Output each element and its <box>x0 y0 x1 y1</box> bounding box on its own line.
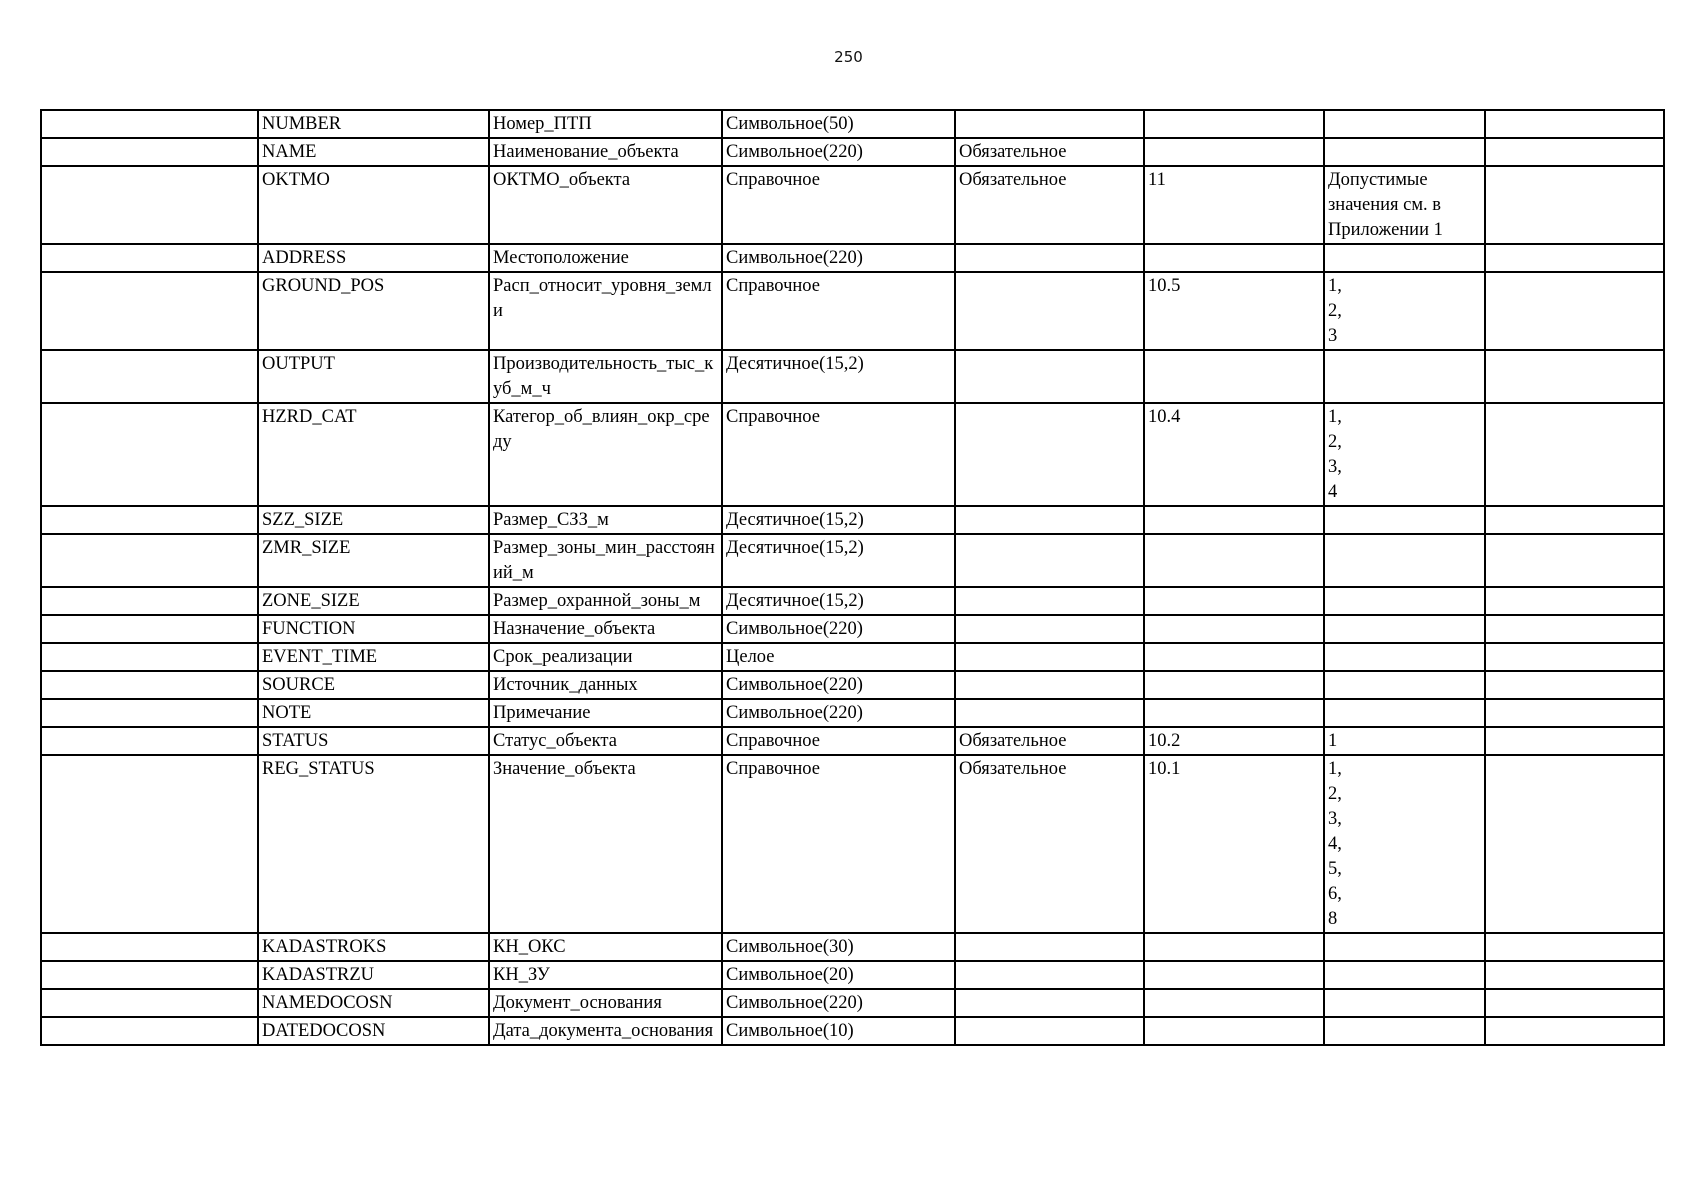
table-row <box>41 403 1664 506</box>
field-name-cell: Статус_объекта <box>489 727 722 755</box>
empty-cell <box>41 989 258 1017</box>
empty-cell <box>1485 110 1664 138</box>
allowed-values-cell: 1, 2, 3, 4 <box>1324 403 1485 506</box>
field-name-cell: Размер_охранной_зоны_м <box>489 587 722 615</box>
table-row <box>41 587 1664 615</box>
table-row <box>41 350 1664 403</box>
required-cell <box>955 534 1144 587</box>
reference-cell <box>1144 671 1324 699</box>
table-row <box>41 166 1664 244</box>
reference-cell: 11 <box>1144 166 1324 244</box>
field-name-cell: Категор_об_влиян_окр_среду <box>489 403 722 506</box>
table-row <box>41 1017 1664 1045</box>
field-name-cell: КН_ОКС <box>489 933 722 961</box>
reference-cell: 10.5 <box>1144 272 1324 350</box>
allowed-values-cell <box>1324 699 1485 727</box>
field-type-cell: Символьное(220) <box>722 615 955 643</box>
allowed-values-cell: 1, 2, 3, 4, 5, 6, 8 <box>1324 755 1485 933</box>
allowed-values-cell <box>1324 244 1485 272</box>
field-type-cell: Справочное <box>722 166 955 244</box>
empty-cell <box>41 506 258 534</box>
allowed-values-cell: 1, 2, 3 <box>1324 272 1485 350</box>
empty-cell <box>1485 534 1664 587</box>
field-code-cell: NOTE <box>258 699 489 727</box>
reference-cell <box>1144 643 1324 671</box>
empty-cell <box>41 933 258 961</box>
empty-cell <box>1485 933 1664 961</box>
empty-cell <box>1485 350 1664 403</box>
field-code-cell: OKTMO <box>258 166 489 244</box>
field-code-cell: DATEDOCOSN <box>258 1017 489 1045</box>
empty-cell <box>1485 1017 1664 1045</box>
allowed-values-cell <box>1324 350 1485 403</box>
field-name-cell: Срок_реализации <box>489 643 722 671</box>
field-code-cell: ZMR_SIZE <box>258 534 489 587</box>
allowed-values-cell <box>1324 506 1485 534</box>
required-cell <box>955 699 1144 727</box>
reference-cell: 10.2 <box>1144 727 1324 755</box>
empty-cell <box>1485 587 1664 615</box>
reference-cell <box>1144 587 1324 615</box>
field-code-cell: NUMBER <box>258 110 489 138</box>
required-cell <box>955 989 1144 1017</box>
empty-cell <box>1485 138 1664 166</box>
empty-cell <box>41 138 258 166</box>
empty-cell <box>41 727 258 755</box>
reference-cell <box>1144 110 1324 138</box>
allowed-values-cell <box>1324 615 1485 643</box>
empty-cell <box>41 350 258 403</box>
empty-cell <box>1485 403 1664 506</box>
empty-cell <box>41 110 258 138</box>
reference-cell <box>1144 350 1324 403</box>
table-row <box>41 989 1664 1017</box>
field-type-cell: Символьное(220) <box>722 989 955 1017</box>
field-name-cell: Номер_ПТП <box>489 110 722 138</box>
field-code-cell: ZONE_SIZE <box>258 587 489 615</box>
field-name-cell: Наименование_объекта <box>489 138 722 166</box>
table-row <box>41 506 1664 534</box>
table-row <box>41 643 1664 671</box>
table-row <box>41 244 1664 272</box>
allowed-values-cell <box>1324 643 1485 671</box>
required-cell <box>955 671 1144 699</box>
empty-cell <box>41 166 258 244</box>
field-name-cell: Примечание <box>489 699 722 727</box>
field-type-cell: Справочное <box>722 403 955 506</box>
page-number: 250 <box>834 48 863 66</box>
field-name-cell: Источник_данных <box>489 671 722 699</box>
required-cell: Обязательное <box>955 755 1144 933</box>
field-code-cell: REG_STATUS <box>258 755 489 933</box>
reference-cell <box>1144 933 1324 961</box>
required-cell <box>955 615 1144 643</box>
reference-cell <box>1144 244 1324 272</box>
field-name-cell: КН_ЗУ <box>489 961 722 989</box>
allowed-values-cell <box>1324 933 1485 961</box>
attribute-table <box>40 109 1665 1046</box>
field-name-cell: Назначение_объекта <box>489 615 722 643</box>
required-cell <box>955 933 1144 961</box>
reference-cell <box>1144 506 1324 534</box>
required-cell <box>955 350 1144 403</box>
required-cell: Обязательное <box>955 166 1144 244</box>
field-code-cell: SOURCE <box>258 671 489 699</box>
required-cell <box>955 403 1144 506</box>
field-name-cell: Дата_документа_основания <box>489 1017 722 1045</box>
table-row <box>41 933 1664 961</box>
required-cell <box>955 1017 1144 1045</box>
empty-cell <box>1485 671 1664 699</box>
empty-cell <box>1485 615 1664 643</box>
field-type-cell: Десятичное(15,2) <box>722 506 955 534</box>
field-name-cell: Производительность_тыс_куб_м_ч <box>489 350 722 403</box>
reference-cell <box>1144 989 1324 1017</box>
field-code-cell: KADASTROKS <box>258 933 489 961</box>
required-cell: Обязательное <box>955 138 1144 166</box>
field-type-cell: Справочное <box>722 272 955 350</box>
field-type-cell: Символьное(220) <box>722 671 955 699</box>
reference-cell <box>1144 1017 1324 1045</box>
field-name-cell: Значение_объекта <box>489 755 722 933</box>
field-type-cell: Символьное(10) <box>722 1017 955 1045</box>
empty-cell <box>1485 699 1664 727</box>
field-type-cell: Символьное(30) <box>722 933 955 961</box>
table-row <box>41 110 1664 138</box>
field-name-cell: Расп_относит_уровня_земли <box>489 272 722 350</box>
allowed-values-cell <box>1324 110 1485 138</box>
table-row <box>41 671 1664 699</box>
empty-cell <box>1485 272 1664 350</box>
field-code-cell: SZZ_SIZE <box>258 506 489 534</box>
field-type-cell: Справочное <box>722 755 955 933</box>
reference-cell: 10.1 <box>1144 755 1324 933</box>
field-name-cell: Местоположение <box>489 244 722 272</box>
required-cell <box>955 587 1144 615</box>
field-code-cell: GROUND_POS <box>258 272 489 350</box>
empty-cell <box>1485 506 1664 534</box>
field-type-cell: Символьное(50) <box>722 110 955 138</box>
field-name-cell: ОКТМО_объекта <box>489 166 722 244</box>
table-row <box>41 138 1664 166</box>
field-code-cell: HZRD_CAT <box>258 403 489 506</box>
empty-cell <box>1485 166 1664 244</box>
field-code-cell: ADDRESS <box>258 244 489 272</box>
field-name-cell: Размер_СЗЗ_м <box>489 506 722 534</box>
empty-cell <box>41 534 258 587</box>
allowed-values-cell <box>1324 587 1485 615</box>
table-body <box>41 110 1664 1045</box>
table-row <box>41 272 1664 350</box>
field-name-cell: Размер_зоны_мин_расстояний_м <box>489 534 722 587</box>
empty-cell <box>41 643 258 671</box>
allowed-values-cell <box>1324 1017 1485 1045</box>
allowed-values-cell <box>1324 989 1485 1017</box>
table-row <box>41 755 1664 933</box>
empty-cell <box>41 244 258 272</box>
field-code-cell: KADASTRZU <box>258 961 489 989</box>
empty-cell <box>41 699 258 727</box>
empty-cell <box>41 755 258 933</box>
empty-cell <box>1485 643 1664 671</box>
field-type-cell: Символьное(220) <box>722 138 955 166</box>
empty-cell <box>1485 727 1664 755</box>
reference-cell <box>1144 961 1324 989</box>
empty-cell <box>1485 961 1664 989</box>
empty-cell <box>41 272 258 350</box>
required-cell <box>955 506 1144 534</box>
field-type-cell: Десятичное(15,2) <box>722 350 955 403</box>
allowed-values-cell: Допустимые значения см. в Приложении 1 <box>1324 166 1485 244</box>
table-row <box>41 615 1664 643</box>
field-type-cell: Символьное(220) <box>722 699 955 727</box>
field-code-cell: EVENT_TIME <box>258 643 489 671</box>
required-cell <box>955 272 1144 350</box>
empty-cell <box>41 587 258 615</box>
empty-cell <box>41 961 258 989</box>
required-cell <box>955 961 1144 989</box>
reference-cell <box>1144 138 1324 166</box>
required-cell <box>955 110 1144 138</box>
field-type-cell: Символьное(220) <box>722 244 955 272</box>
reference-cell <box>1144 699 1324 727</box>
empty-cell <box>41 671 258 699</box>
field-type-cell: Символьное(20) <box>722 961 955 989</box>
field-type-cell: Целое <box>722 643 955 671</box>
allowed-values-cell: 1 <box>1324 727 1485 755</box>
field-code-cell: FUNCTION <box>258 615 489 643</box>
field-name-cell: Документ_основания <box>489 989 722 1017</box>
required-cell <box>955 643 1144 671</box>
table-row <box>41 699 1664 727</box>
table-row <box>41 961 1664 989</box>
empty-cell <box>1485 989 1664 1017</box>
field-type-cell: Справочное <box>722 727 955 755</box>
reference-cell <box>1144 615 1324 643</box>
field-type-cell: Десятичное(15,2) <box>722 534 955 587</box>
empty-cell <box>41 403 258 506</box>
required-cell <box>955 244 1144 272</box>
empty-cell <box>1485 244 1664 272</box>
table-row <box>41 534 1664 587</box>
empty-cell <box>1485 755 1664 933</box>
empty-cell <box>41 1017 258 1045</box>
field-code-cell: NAMEDOCOSN <box>258 989 489 1017</box>
reference-cell <box>1144 534 1324 587</box>
allowed-values-cell <box>1324 138 1485 166</box>
allowed-values-cell <box>1324 671 1485 699</box>
field-type-cell: Десятичное(15,2) <box>722 587 955 615</box>
allowed-values-cell <box>1324 534 1485 587</box>
field-code-cell: NAME <box>258 138 489 166</box>
table-row <box>41 727 1664 755</box>
field-code-cell: OUTPUT <box>258 350 489 403</box>
allowed-values-cell <box>1324 961 1485 989</box>
field-code-cell: STATUS <box>258 727 489 755</box>
empty-cell <box>41 615 258 643</box>
reference-cell: 10.4 <box>1144 403 1324 506</box>
required-cell: Обязательное <box>955 727 1144 755</box>
